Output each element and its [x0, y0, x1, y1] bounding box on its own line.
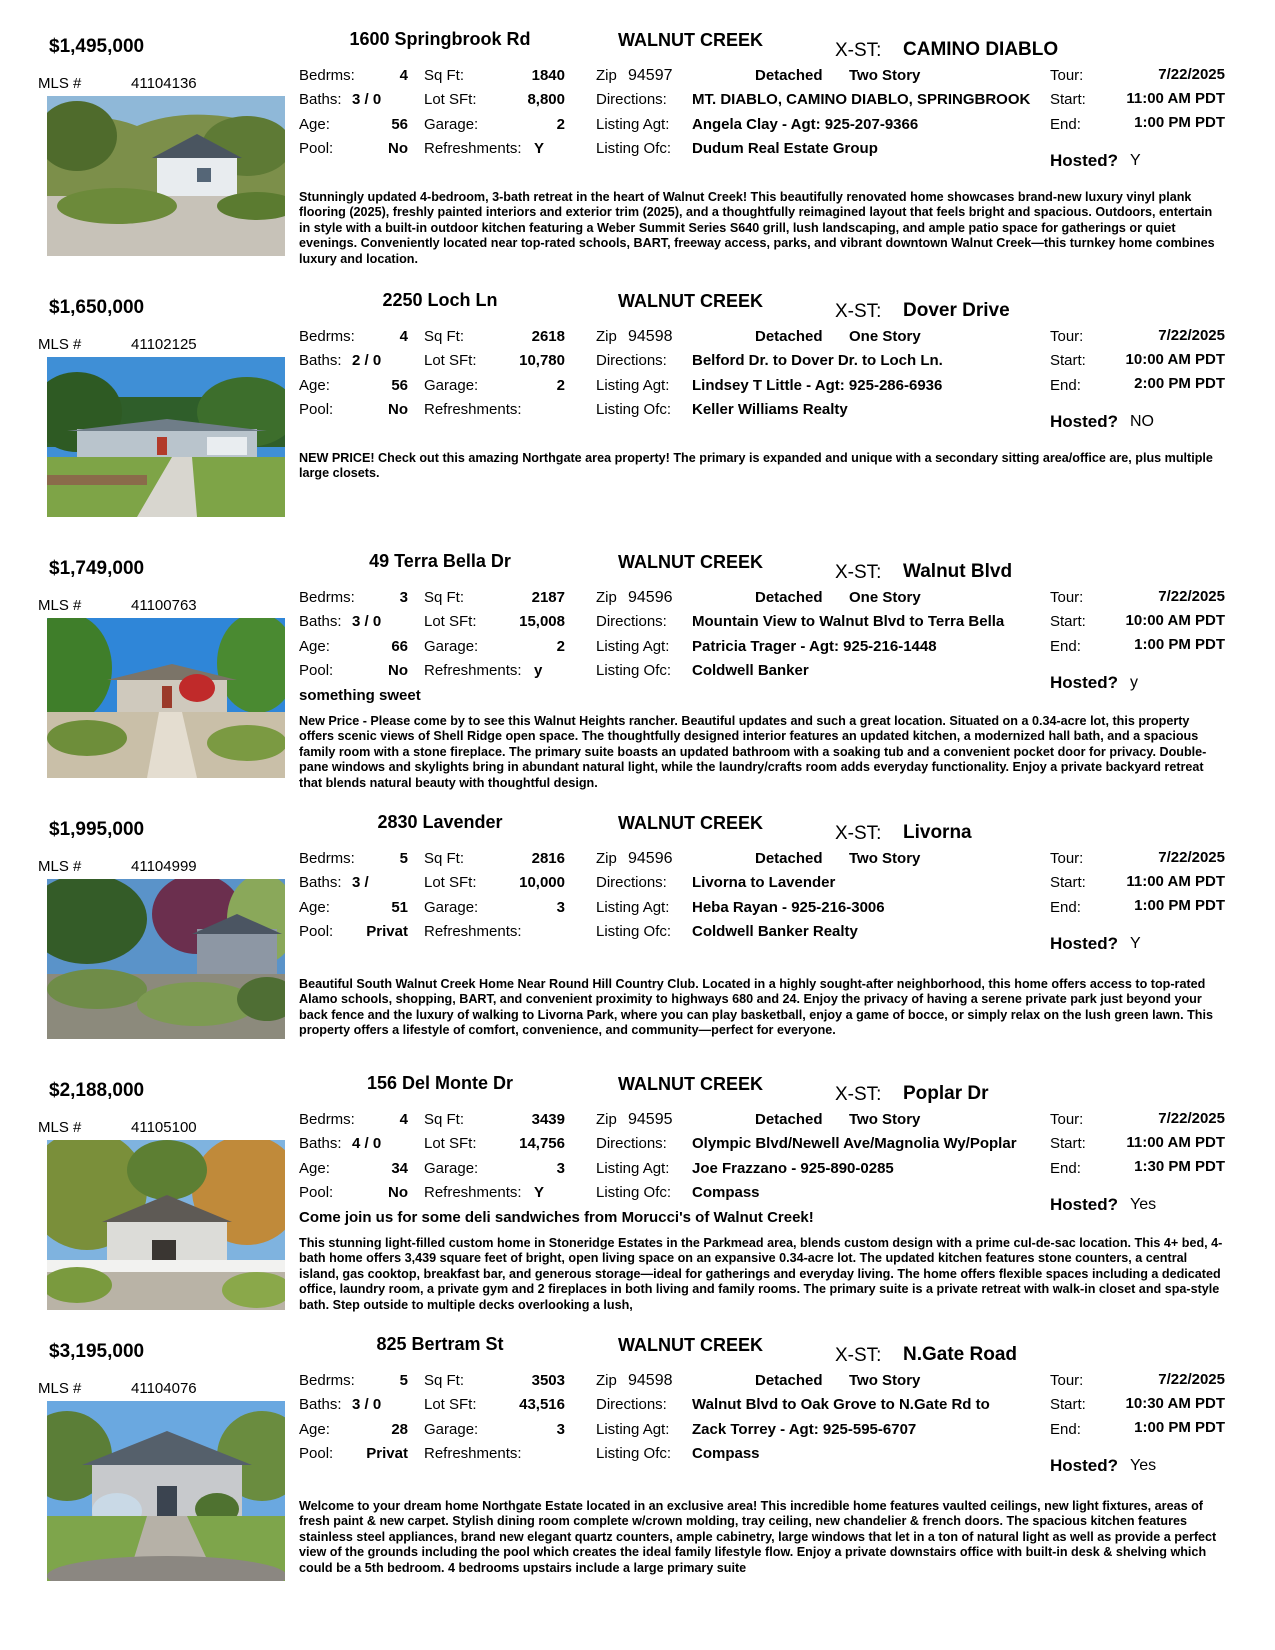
property-type: Detached — [755, 850, 823, 867]
refreshments-label: Refreshments: — [424, 923, 522, 940]
refreshments-label: Refreshments: — [424, 662, 522, 679]
listing — [0, 1064, 1275, 1324]
end-time: 1:00 PM PDT — [1134, 897, 1225, 914]
listing-agent: Joe Frazzano - 925-890-0285 — [692, 1160, 894, 1177]
end-time: 1:00 PM PDT — [1134, 114, 1225, 131]
lot-sqft: 14,756 — [519, 1135, 565, 1152]
tour-label: Tour: — [1050, 589, 1084, 606]
start-time: 11:00 AM PDT — [1126, 90, 1225, 107]
directions-label: Directions: — [596, 352, 667, 369]
age: 28 — [391, 1421, 408, 1438]
property-type: Detached — [755, 67, 823, 84]
mls-number: 41104136 — [131, 75, 197, 92]
description: This stunning light-filled custom home in Stoneridge Estates in the Parkmead area, blends custom design with a prime cul-de-sac location. This 4+ bed, 4-bath home offers 3,439 square feet of bright, open living space on an expansive 0.34-acre lot. The updated kitchen features stone counters, a central island, gas cooktop, breakfast bar, and generous storage—ideal for gatherings and everyday living. The home offers flexible spaces including a dedicated office, laundry room, a private gym and 2 fireplaces in both living and family rooms. The primary suite is a private retreat with walk-in closet and spa-style bath. Step outside to multiple decks overlooking a lush, — [299, 1236, 1223, 1312]
age-label: Age: — [299, 116, 330, 133]
start-time: 10:00 AM PDT — [1125, 612, 1225, 629]
open-house-note: Come join us for some deli sandwiches from Morucci's of Walnut Creek! — [299, 1209, 814, 1226]
mls-number: 41104999 — [131, 858, 197, 875]
directions-label: Directions: — [596, 1396, 667, 1413]
garage-label: Garage: — [424, 899, 479, 916]
refreshments-label: Refreshments: — [424, 140, 522, 157]
age: 56 — [391, 116, 408, 133]
garage-label: Garage: — [424, 377, 479, 394]
age-label: Age: — [299, 1160, 330, 1177]
listing-agent: Angela Clay - Agt: 925-207-9366 — [692, 116, 919, 133]
listing-agent: Patricia Trager - Agt: 925-216-1448 — [692, 638, 937, 655]
listing-agent-label: Listing Agt: — [596, 1160, 670, 1177]
listing — [0, 281, 1275, 541]
property-type: Detached — [755, 1111, 823, 1128]
cross-street-label: X-ST: — [835, 1084, 882, 1105]
price: $1,995,000 — [49, 819, 145, 840]
garage: 2 — [556, 116, 565, 133]
hosted-label: Hosted? — [1050, 412, 1118, 431]
lot-sqft-label: Lot SFt: — [424, 613, 477, 630]
baths: 2 / 0 — [352, 352, 382, 369]
age-label: Age: — [299, 899, 330, 916]
start-label: Start: — [1050, 91, 1086, 108]
property-type: Detached — [755, 589, 823, 606]
property-photo — [47, 96, 285, 256]
bedrooms-label: Bedrms: — [299, 328, 355, 345]
cross-street-label: X-ST: — [835, 1345, 882, 1366]
hosted-label: Hosted? — [1050, 1195, 1118, 1214]
listing-agent-label: Listing Agt: — [596, 116, 670, 133]
directions: Livorna to Lavender — [692, 874, 836, 891]
listing-office: Coldwell Banker Realty — [692, 923, 858, 940]
description: Welcome to your dream home Northgate Estate located in an exclusive area! This incredible home features vaulted ceilings, new light fixtures, areas of fresh paint & new carpet. Stylish dining room complete w/crown molding, tray ceiling, new chandelier & french doors. The spacious kitchen features stainless steel appliances, brand new elegant quartz counters, ample cabinetry, large windows that let in a ton of natural light as well as provide a perfect view of the grounds including the pool which creates the ideal family lifestyle flow. Enjoy a private downstairs office with built-in desk & shelving which could be a 5th bedroom. 4 bedrooms upstairs include a large primary suite — [299, 1499, 1217, 1575]
hosted: Y — [1130, 935, 1141, 952]
city: WALNUT CREEK — [618, 1335, 763, 1355]
garage-label: Garage: — [424, 638, 479, 655]
listing-office-label: Listing Ofc: — [596, 1445, 672, 1462]
refreshments-label: Refreshments: — [424, 1184, 522, 1201]
listing-office-label: Listing Ofc: — [596, 1184, 672, 1201]
mls-label: MLS # — [38, 858, 82, 875]
directions-label: Directions: — [596, 613, 667, 630]
sqft: 2618 — [531, 328, 565, 345]
pool: No — [388, 401, 408, 418]
listing-office: Keller Williams Realty — [692, 401, 848, 418]
end-label: End: — [1050, 377, 1081, 394]
zip: 94597 — [628, 67, 673, 84]
directions-label: Directions: — [596, 874, 667, 891]
lot-sqft: 15,008 — [519, 613, 565, 630]
pool: No — [388, 662, 408, 679]
pool-label: Pool: — [299, 923, 334, 940]
refreshments: Y — [534, 1184, 545, 1201]
hosted: Y — [1130, 152, 1141, 169]
hosted: Yes — [1130, 1196, 1157, 1213]
address: 2250 Loch Ln — [382, 290, 498, 310]
mls-label: MLS # — [38, 597, 82, 614]
tour-label: Tour: — [1050, 1372, 1084, 1389]
age: 56 — [391, 377, 408, 394]
pool: Privat — [366, 923, 408, 940]
pool-label: Pool: — [299, 140, 334, 157]
tour-date: 7/22/2025 — [1158, 588, 1225, 605]
tour-date: 7/22/2025 — [1158, 327, 1225, 344]
age-label: Age: — [299, 638, 330, 655]
garage-label: Garage: — [424, 116, 479, 133]
bedrooms: 5 — [399, 1372, 408, 1389]
cross-street: Poplar Dr — [903, 1083, 989, 1104]
hosted-label: Hosted? — [1050, 1456, 1118, 1475]
city: WALNUT CREEK — [618, 1074, 763, 1094]
baths: 3 / — [352, 874, 369, 891]
mls-label: MLS # — [38, 1119, 82, 1136]
stories: Two Story — [849, 1372, 921, 1389]
lot-sqft: 8,800 — [527, 91, 565, 108]
description: Beautiful South Walnut Creek Home Near Round Hill Country Club. Located in a highly sought-after neighborhood, this home offers access to top-rated Alamo schools, shopping, BART, and convenient proximity to highways 680 and 24. Enjoy the privacy of having a serene private park just beyond your back fence and the luxury of walking to Livorna Park, where you can play basketball, enjoy a game of bocce, or simply relax on the lush green lawn. This property offers a lifestyle of comfort, convenience, and community—perfect for everyone. — [299, 977, 1214, 1038]
mls-number: 41100763 — [131, 597, 197, 614]
description: NEW PRICE! Check out this amazing Northgate area property! The primary is expanded and unique with a secondary sitting area/office are, plus multiple large closets. — [299, 451, 1213, 481]
listing — [0, 20, 1275, 280]
baths: 4 / 0 — [352, 1135, 382, 1152]
listing-agent-label: Listing Agt: — [596, 899, 670, 916]
baths-label: Baths: — [299, 613, 342, 630]
baths: 3 / 0 — [352, 1396, 382, 1413]
zip: 94598 — [628, 328, 673, 345]
listing-office: Dudum Real Estate Group — [692, 140, 878, 157]
start-label: Start: — [1050, 352, 1086, 369]
listing-office-label: Listing Ofc: — [596, 662, 672, 679]
refreshments: y — [534, 662, 543, 679]
address: 1600 Springbrook Rd — [349, 29, 531, 49]
zip-label: Zip — [596, 1111, 617, 1128]
tour-date: 7/22/2025 — [1158, 66, 1225, 83]
property-photo — [47, 357, 285, 517]
stories: Two Story — [849, 850, 921, 867]
sqft: 1840 — [531, 67, 565, 84]
sqft: 2187 — [531, 589, 565, 606]
baths: 3 / 0 — [352, 613, 382, 630]
sqft: 2816 — [531, 850, 565, 867]
pool: No — [388, 1184, 408, 1201]
pool-label: Pool: — [299, 1184, 334, 1201]
address: 825 Bertram St — [376, 1334, 504, 1354]
baths-label: Baths: — [299, 874, 342, 891]
listing-office-label: Listing Ofc: — [596, 923, 672, 940]
city: WALNUT CREEK — [618, 552, 763, 572]
start-label: Start: — [1050, 1135, 1086, 1152]
bedrooms: 4 — [399, 1111, 408, 1128]
cross-street-label: X-ST: — [835, 562, 882, 583]
baths-label: Baths: — [299, 352, 342, 369]
mls-label: MLS # — [38, 75, 82, 92]
start-label: Start: — [1050, 1396, 1086, 1413]
lot-sqft: 10,000 — [519, 874, 565, 891]
address: 2830 Lavender — [377, 812, 503, 832]
stories: One Story — [849, 328, 921, 345]
bedrooms-label: Bedrms: — [299, 67, 355, 84]
price: $2,188,000 — [49, 1080, 145, 1101]
zip-label: Zip — [596, 328, 617, 345]
listing-office: Coldwell Banker — [692, 662, 809, 679]
start-time: 10:00 AM PDT — [1125, 351, 1225, 368]
zip-label: Zip — [596, 589, 617, 606]
zip: 94596 — [628, 589, 673, 606]
sqft-label: Sq Ft: — [424, 328, 465, 345]
property-photo — [47, 618, 285, 778]
age: 66 — [391, 638, 408, 655]
pool-label: Pool: — [299, 401, 334, 418]
end-time: 1:00 PM PDT — [1134, 636, 1225, 653]
directions: Walnut Blvd to Oak Grove to N.Gate Rd to — [692, 1396, 990, 1413]
cross-street-label: X-ST: — [835, 301, 882, 322]
refreshments-label: Refreshments: — [424, 1445, 522, 1462]
start-label: Start: — [1050, 874, 1086, 891]
hosted: Yes — [1130, 1457, 1157, 1474]
end-label: End: — [1050, 116, 1081, 133]
pool: Privat — [366, 1445, 408, 1462]
sqft: 3439 — [531, 1111, 565, 1128]
age-label: Age: — [299, 377, 330, 394]
baths-label: Baths: — [299, 91, 342, 108]
mls-label: MLS # — [38, 1380, 82, 1397]
garage: 3 — [556, 1421, 565, 1438]
hosted-label: Hosted? — [1050, 673, 1118, 692]
zip: 94598 — [628, 1372, 673, 1389]
refreshments: Y — [534, 140, 545, 157]
sqft-label: Sq Ft: — [424, 67, 465, 84]
hosted-label: Hosted? — [1050, 151, 1118, 170]
directions-label: Directions: — [596, 1135, 667, 1152]
mls-number: 41105100 — [131, 1119, 197, 1136]
bedrooms: 4 — [399, 328, 408, 345]
stories: Two Story — [849, 1111, 921, 1128]
directions: MT. DIABLO, CAMINO DIABLO, SPRINGBROOK — [692, 91, 1031, 108]
zip: 94595 — [628, 1111, 673, 1128]
lot-sqft-label: Lot SFt: — [424, 1396, 477, 1413]
pool-label: Pool: — [299, 1445, 334, 1462]
end-label: End: — [1050, 1160, 1081, 1177]
lot-sqft: 10,780 — [519, 352, 565, 369]
directions: Mountain View to Walnut Blvd to Terra Bella — [692, 613, 1005, 630]
baths-label: Baths: — [299, 1396, 342, 1413]
tour-date: 7/22/2025 — [1158, 849, 1225, 866]
bedrooms: 3 — [399, 589, 408, 606]
tour-date: 7/22/2025 — [1158, 1371, 1225, 1388]
garage: 3 — [556, 1160, 565, 1177]
end-label: End: — [1050, 899, 1081, 916]
zip-label: Zip — [596, 67, 617, 84]
listing-office: Compass — [692, 1184, 760, 1201]
zip-label: Zip — [596, 1372, 617, 1389]
listing-agent-label: Listing Agt: — [596, 638, 670, 655]
listing-agent-label: Listing Agt: — [596, 1421, 670, 1438]
refreshments-label: Refreshments: — [424, 401, 522, 418]
listing-agent-label: Listing Agt: — [596, 377, 670, 394]
listing — [0, 542, 1275, 802]
baths-label: Baths: — [299, 1135, 342, 1152]
hosted: NO — [1130, 413, 1154, 430]
cross-street: Walnut Blvd — [903, 561, 1013, 582]
sqft-label: Sq Ft: — [424, 850, 465, 867]
property-photo — [47, 879, 285, 1039]
property-type: Detached — [755, 1372, 823, 1389]
city: WALNUT CREEK — [618, 30, 763, 50]
listing-office: Compass — [692, 1445, 760, 1462]
description: New Price - Please come by to see this Walnut Heights rancher. Beautiful updates and such a great location. Situated on a 0.34-acre lot, this property offers scenic views of Shell Ridge open space. The thoughtfully designed interior features an updated kitchen, a modernized hall bath, and a spacious family room with a stone fireplace. The primary suite boasts an updated bathroom with a soaking tub and a convenient pocket door for privacy. Double-pane windows and skylights bring in abundant natural light, while the laundry/crafts room adds everyday functionality. Enjoy a private backyard retreat that blends natural beauty with thoughtful design. — [299, 714, 1207, 790]
pool-label: Pool: — [299, 662, 334, 679]
listing-agent: Zack Torrey - Agt: 925-595-6707 — [692, 1421, 917, 1438]
listing — [0, 1325, 1275, 1585]
price: $3,195,000 — [49, 1341, 145, 1362]
garage: 3 — [556, 899, 565, 916]
pool: No — [388, 140, 408, 157]
lot-sqft-label: Lot SFt: — [424, 1135, 477, 1152]
address: 49 Terra Bella Dr — [369, 551, 511, 571]
garage: 2 — [556, 377, 565, 394]
zip: 94596 — [628, 850, 673, 867]
age: 34 — [391, 1160, 408, 1177]
tour-label: Tour: — [1050, 1111, 1084, 1128]
garage-label: Garage: — [424, 1421, 479, 1438]
end-label: End: — [1050, 638, 1081, 655]
zip-label: Zip — [596, 850, 617, 867]
listing — [0, 803, 1275, 1063]
cross-street: CAMINO DIABLO — [903, 39, 1059, 60]
bedrooms-label: Bedrms: — [299, 1111, 355, 1128]
lot-sqft: 43,516 — [519, 1396, 565, 1413]
age: 51 — [391, 899, 408, 916]
bedrooms-label: Bedrms: — [299, 589, 355, 606]
lot-sqft-label: Lot SFt: — [424, 91, 477, 108]
end-time: 1:00 PM PDT — [1134, 1419, 1225, 1436]
price: $1,749,000 — [49, 558, 145, 579]
cross-street-label: X-ST: — [835, 823, 882, 844]
description: Stunningly updated 4-bedroom, 3-bath retreat in the heart of Walnut Creek! This beautifully renovated home showcases brand-new luxury vinyl plank flooring (2025), freshly painted interiors and exterior trim (2025), and a thoughtfully reimagined layout that feels bright and spacious. Outdoors, entertain in style with a built-in outdoor kitchen featuring a Weber Summit Series S640 grill, lush landscaping, and ample patio space for gatherings or quiet evenings. Conveniently located near top-rated schools, BART, freeway access, parks, and vibrant downtown Walnut Creek—this turnkey home combines luxury and location. — [299, 190, 1215, 266]
cross-street: N.Gate Road — [903, 1344, 1018, 1365]
property-photo — [47, 1140, 285, 1310]
garage: 2 — [556, 638, 565, 655]
property-type: Detached — [755, 328, 823, 345]
end-label: End: — [1050, 1421, 1081, 1438]
city: WALNUT CREEK — [618, 291, 763, 311]
city: WALNUT CREEK — [618, 813, 763, 833]
directions-label: Directions: — [596, 91, 667, 108]
cross-street: Dover Drive — [903, 300, 1010, 321]
age-label: Age: — [299, 1421, 330, 1438]
address: 156 Del Monte Dr — [366, 1073, 514, 1093]
sqft-label: Sq Ft: — [424, 1111, 465, 1128]
start-time: 11:00 AM PDT — [1126, 873, 1225, 890]
end-time: 2:00 PM PDT — [1134, 375, 1225, 392]
sqft-label: Sq Ft: — [424, 589, 465, 606]
listing-agent: Heba Rayan - 925-216-3006 — [692, 899, 885, 916]
cross-street-label: X-ST: — [835, 40, 882, 61]
mls-number: 41104076 — [131, 1380, 197, 1397]
directions: Olympic Blvd/Newell Ave/Magnolia Wy/Poplar — [692, 1135, 1017, 1152]
cross-street: Livorna — [903, 822, 972, 843]
lot-sqft-label: Lot SFt: — [424, 874, 477, 891]
bedrooms-label: Bedrms: — [299, 1372, 355, 1389]
listing-office-label: Listing Ofc: — [596, 140, 672, 157]
price: $1,650,000 — [49, 297, 145, 318]
listing-office-label: Listing Ofc: — [596, 401, 672, 418]
stories: Two Story — [849, 67, 921, 84]
mls-number: 41102125 — [131, 336, 197, 353]
bedrooms-label: Bedrms: — [299, 850, 355, 867]
end-time: 1:30 PM PDT — [1134, 1158, 1225, 1175]
stories: One Story — [849, 589, 921, 606]
hosted: y — [1130, 674, 1138, 691]
hosted-label: Hosted? — [1050, 934, 1118, 953]
price: $1,495,000 — [49, 36, 145, 57]
directions: Belford Dr. to Dover Dr. to Loch Ln. — [692, 352, 943, 369]
sqft-label: Sq Ft: — [424, 1372, 465, 1389]
sqft: 3503 — [531, 1372, 565, 1389]
open-house-note: something sweet — [299, 687, 421, 704]
start-time: 11:00 AM PDT — [1126, 1134, 1225, 1151]
garage-label: Garage: — [424, 1160, 479, 1177]
mls-label: MLS # — [38, 336, 82, 353]
listing-agent: Lindsey T Little - Agt: 925-286-6936 — [692, 377, 943, 394]
tour-label: Tour: — [1050, 328, 1084, 345]
property-photo — [47, 1401, 285, 1581]
start-label: Start: — [1050, 613, 1086, 630]
lot-sqft-label: Lot SFt: — [424, 352, 477, 369]
baths: 3 / 0 — [352, 91, 382, 108]
tour-label: Tour: — [1050, 67, 1084, 84]
start-time: 10:30 AM PDT — [1125, 1395, 1225, 1412]
bedrooms: 4 — [399, 67, 408, 84]
bedrooms: 5 — [399, 850, 408, 867]
tour-label: Tour: — [1050, 850, 1084, 867]
tour-date: 7/22/2025 — [1158, 1110, 1225, 1127]
